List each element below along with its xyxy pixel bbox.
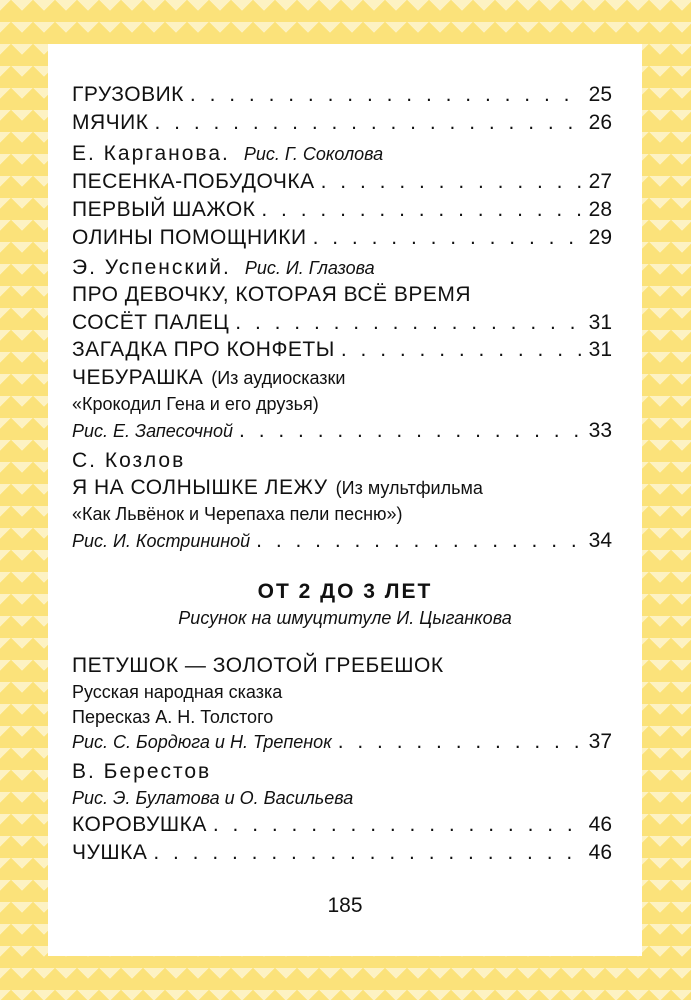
toc-entry [72,527,612,555]
toc-entry-note [72,390,612,418]
entry-page: 27 [588,170,612,193]
entry-note: (Из мультфильма [335,478,483,498]
illustrator: Рис. Г. Соколова [243,144,384,164]
entry-title: ПЕТУШОК — ЗОЛОТОЙ ГРЕБЕШОК [72,654,444,677]
entry-title: ГРУЗОВИК [72,83,184,106]
entry-page: 31 [588,311,612,334]
toc-entry [72,652,612,680]
author-line [72,758,612,786]
dot-leader [190,81,583,109]
dot-leader [338,728,583,756]
entry-title: ПЕСЕНКА-ПОБУДОЧКА [72,170,315,193]
entry-page: 31 [588,338,612,361]
entry-note: «Крокодил Гена и его друзья) [72,394,319,414]
toc-page [48,44,642,956]
entry-title: КОРОВУШКА [72,813,207,836]
toc-entry [72,811,612,839]
dot-leader [321,168,583,196]
illustrator: Рис. Е. Запесочной [72,421,234,441]
entry-page: 37 [588,730,612,753]
dot-leader [213,811,583,839]
toc-entry [72,336,612,364]
entry-note: «Как Львёнок и Черепаха пели песню») [72,504,403,524]
entry-title: СОСЁТ ПАЛЕЦ [72,311,230,334]
dot-leader [235,309,582,337]
illustrator: Рис. Э. Булатова и О. Васильева [72,788,354,808]
entry-page: 33 [588,419,612,442]
toc-entry [72,281,612,309]
toc-entry [72,168,612,196]
toc-entry-note [72,678,612,706]
toc-entry-note [72,703,612,731]
dot-leader [153,839,582,867]
dot-leader [256,527,582,555]
author-line [72,254,612,282]
illustrator: Рис. И. Кострининой [72,531,251,551]
entry-title: ЗАГАДКА ПРО КОНФЕТЫ [72,338,335,361]
author-name: Е. Карганова. [72,142,230,165]
dot-leader [239,417,583,445]
toc-entry [72,81,612,109]
entry-page: 34 [588,529,612,552]
toc-entry [72,224,612,252]
entry-title: ПЕРВЫЙ ШАЖОК [72,198,256,221]
entry-note: (Из аудиосказки [211,368,346,388]
section-subtitle: Рисунок на шмуцтитуле И. Цыганкова [178,608,512,628]
entry-title: ЧЕБУРАШКА [72,366,204,389]
entry-title: МЯЧИК [72,111,149,134]
entry-title: ОЛИНЫ ПОМОЩНИКИ [72,226,307,249]
section-title: ОТ 2 ДО 3 ЛЕТ [257,580,433,603]
author-line [72,447,612,475]
toc-entry [72,839,612,867]
toc-entry [72,728,612,756]
entry-title: ЧУШКА [72,841,148,864]
toc-entry [72,309,612,337]
entry-page: 29 [588,226,612,249]
entry-page: 26 [588,111,612,134]
toc-entry-note [72,500,612,528]
toc-entry [72,109,612,137]
entry-page: 25 [588,83,612,106]
entry-note: Русская народная сказка [72,682,283,702]
dot-leader [313,224,583,252]
dot-leader [154,109,582,137]
entry-note: Пересказ А. Н. Толстого [72,707,274,727]
entry-page: 46 [588,841,612,864]
author-name: С. Козлов [72,449,186,472]
page-number: 185 [327,894,363,917]
illustrator: Рис. И. Глазова [244,258,375,278]
toc-entry [72,417,612,445]
illustrator: Рис. С. Бордюга и Н. Трепенок [72,732,332,752]
toc-entry [72,364,612,392]
entry-title: Я НА СОЛНЫШКЕ ЛЕЖУ [72,476,328,499]
dot-leader [341,336,583,364]
entry-page: 28 [588,198,612,221]
author-line [72,140,612,168]
toc-entry [72,474,612,502]
author-line [72,784,612,812]
toc-entry [72,196,612,224]
entry-page: 46 [588,813,612,836]
entry-title: ПРО ДЕВОЧКУ, КОТОРАЯ ВСЁ ВРЕМЯ [72,283,472,306]
author-name: В. Берестов [72,760,212,783]
dot-leader [261,196,582,224]
author-name: Э. Успенский. [72,256,231,279]
